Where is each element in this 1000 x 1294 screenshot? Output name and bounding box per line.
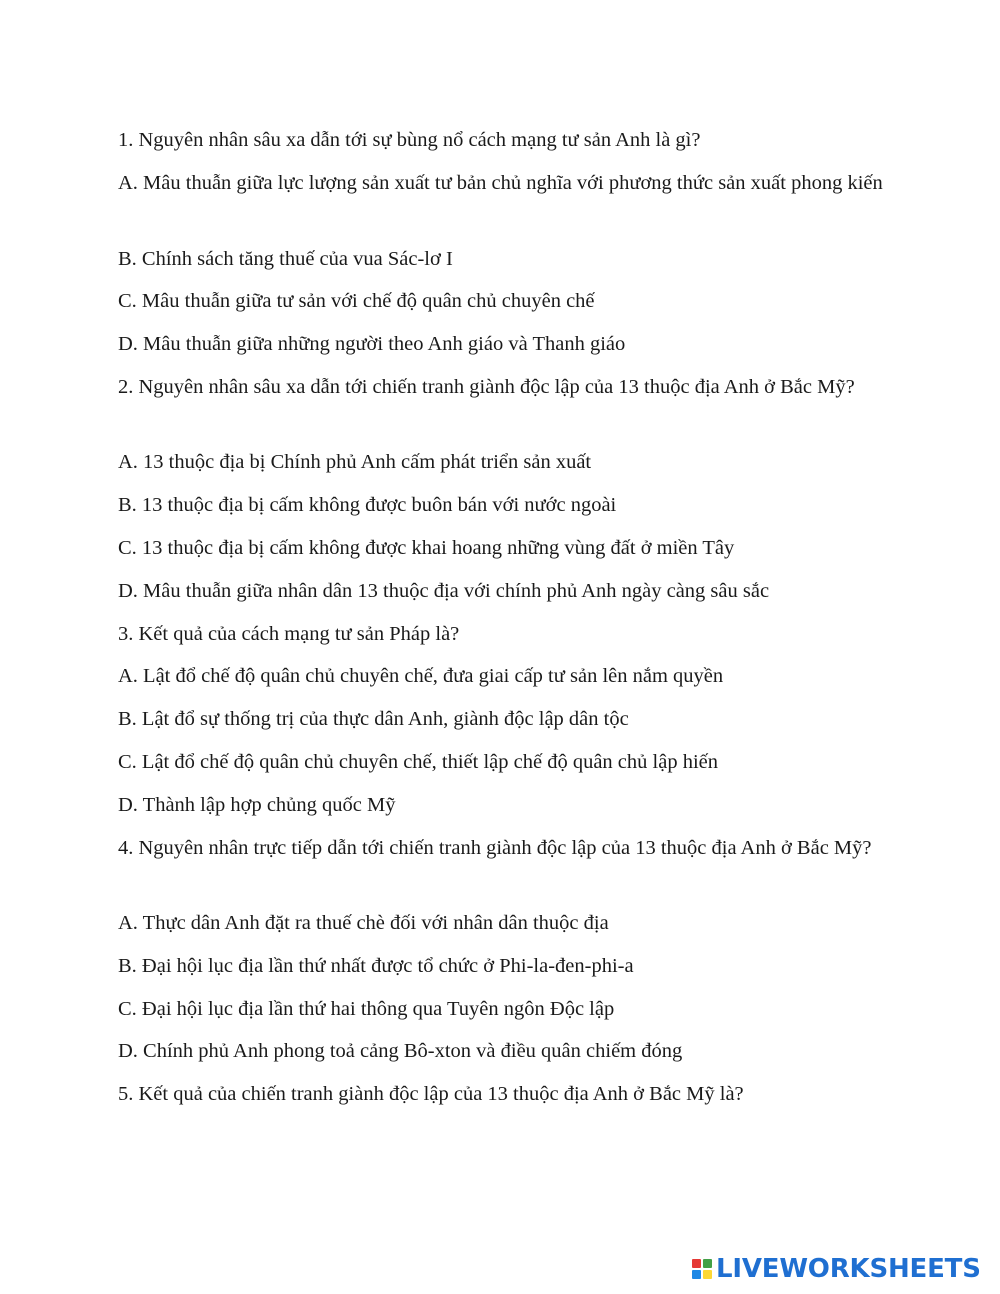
question-3-option-b: B. Lật đổ sự thống trị của thực dân Anh, giành độc lập dân tộc xyxy=(118,708,629,730)
question-3-option-d: D. Thành lập hợp chủng quốc Mỹ xyxy=(118,794,396,816)
liveworksheets-logo xyxy=(692,1254,981,1284)
question-1-option-c: C. Mâu thuẫn giữa tư sản với chế độ quân chủ chuyên chế xyxy=(118,290,595,312)
logo-mark-square-4 xyxy=(703,1270,712,1279)
question-2-text: 2. Nguyên nhân sâu xa dẫn tới chiến tranh giành độc lập của 13 thuộc địa Anh ở Bắc Mỹ? xyxy=(118,376,855,398)
question-4-option-b: B. Đại hội lục địa lần thứ nhất được tổ chức ở Phi-la-đen-phi-a xyxy=(118,955,634,977)
logo-mark-square-1 xyxy=(692,1259,701,1268)
question-1-option-a: A. Mâu thuẫn giữa lực lượng sản xuất tư bản chủ nghĩa với phương thức sản xuất phong kiến xyxy=(118,172,883,194)
question-4-text: 4. Nguyên nhân trực tiếp dẫn tới chiến tranh giành độc lập của 13 thuộc địa Anh ở Bắc Mỹ? xyxy=(118,837,872,859)
question-3-option-a: A. Lật đổ chế độ quân chủ chuyên chế, đưa giai cấp tư sản lên nắm quyền xyxy=(118,665,724,687)
question-5-text: 5. Kết quả của chiến tranh giành độc lập của 13 thuộc địa Anh ở Bắc Mỹ là? xyxy=(118,1083,744,1105)
question-4-option-a: A. Thực dân Anh đặt ra thuế chè đối với nhân dân thuộc địa xyxy=(118,912,609,934)
logo-mark-square-3 xyxy=(692,1270,701,1279)
question-2-option-c: C. 13 thuộc địa bị cấm không được khai hoang những vùng đất ở miền Tây xyxy=(118,537,735,559)
question-4-option-c: C. Đại hội lục địa lần thứ hai thông qua Tuyên ngôn Độc lập xyxy=(118,998,615,1020)
question-3-text: 3. Kết quả của cách mạng tư sản Pháp là? xyxy=(118,623,460,645)
question-4-option-d: D. Chính phủ Anh phong toả cảng Bô-xton và điều quân chiếm đóng xyxy=(118,1040,683,1062)
question-1-option-d: D. Mâu thuẫn giữa những người theo Anh giáo và Thanh giáo xyxy=(118,333,626,355)
question-3-option-c: C. Lật đổ chế độ quân chủ chuyên chế, thiết lập chế độ quân chủ lập hiến xyxy=(118,751,718,773)
question-2-option-d: D. Mâu thuẫn giữa nhân dân 13 thuộc địa với chính phủ Anh ngày càng sâu sắc xyxy=(118,580,770,602)
question-1-option-b: B. Chính sách tăng thuế của vua Sác-lơ I xyxy=(118,248,453,270)
question-1-text: 1. Nguyên nhân sâu xa dẫn tới sự bùng nổ cách mạng tư sản Anh là gì? xyxy=(118,129,701,151)
question-2-option-b: B. 13 thuộc địa bị cấm không được buôn bán với nước ngoài xyxy=(118,494,617,516)
logo-mark-square-2 xyxy=(703,1259,712,1268)
liveworksheets-logo-mark-icon xyxy=(692,1259,712,1279)
question-2-option-a: A. 13 thuộc địa bị Chính phủ Anh cấm phát triển sản xuất xyxy=(118,451,592,473)
logo-text: LIVEWORKSHEETS xyxy=(716,1254,981,1284)
